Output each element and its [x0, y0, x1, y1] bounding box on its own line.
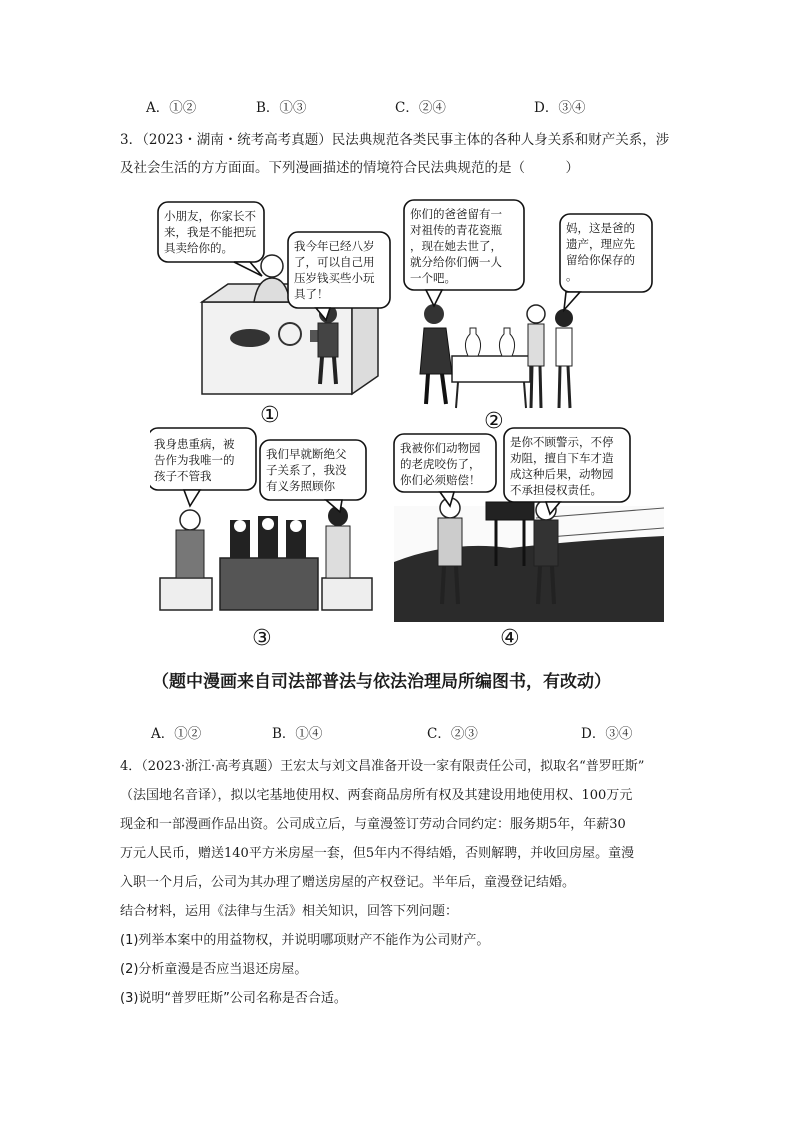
panel-2-bubble-a-line: 对祖传的青花瓷瓶 — [410, 223, 502, 237]
question-4-line: 入职一个月后，公司为其办理了赠送房屋的产权登记。半年后，童漫登记结婚。 — [120, 875, 576, 890]
panel-2-bubble-b-line: 留给你保存的 — [566, 253, 635, 267]
question-4-line: 万元人民币，赠送140平方米房屋一套，但5年内不得结婚，否则解聘，并收回房屋。童漫 — [120, 846, 635, 861]
question-3-line: 及社会生活的方方面面。下列漫画描述的情境符合民法典规范的是（ ） — [120, 160, 579, 176]
panel-4-bubble-a-line: 你们必须赔偿！ — [400, 473, 481, 487]
question-4-line: 4．（2023·浙江·高考真题）王宏太与刘文昌准备开设一家有限责任公司，拟取名“普罗旺斯” — [120, 759, 645, 774]
panel-3-number-label: ③ — [252, 626, 272, 651]
panel-4-bubble-b-line: 劝阻，擅自下车才造 — [510, 451, 614, 465]
panel-1-number: ① — [260, 403, 280, 428]
q3-option-d: D．③④ — [581, 726, 633, 742]
q2-option-d: D．③④ — [534, 100, 586, 116]
panel-1-bubble-a-line: 小朋友，你家长不 — [164, 209, 256, 223]
comic-panel-4 — [394, 428, 664, 622]
comic-panel-2 — [404, 200, 652, 434]
panel-2-bubble-a-line: 一个吧。 — [410, 271, 456, 285]
question-4-instruction: 结合材料，运用《法律与生活》相关知识，回答下列问题： — [120, 904, 459, 919]
panel-2-bubble-b-line: 。 — [566, 269, 578, 283]
panel-3-bubble-a-line: 我身患重病，被 — [154, 437, 235, 451]
question-4-line: （法国地名音译），拟以宅基地使用权、两套商品房所有权及其建设用地使用权、100万元 — [120, 788, 633, 803]
panel-4-bubble-b-line: 不承担侵权责任。 — [510, 483, 602, 497]
panel-3-bubble-b-line: 我们早就断绝父 — [266, 447, 347, 461]
panel-2-number: ② — [484, 409, 504, 434]
panel-1-bubble-a-line: 具卖给你的。 — [164, 241, 233, 255]
question-3-line: 3．（2023・湖南・统考高考真题）民法典规范各类民事主体的各种人身关系和财产关系，涉 — [120, 132, 670, 148]
panel-1-bubble-b-line: 压岁钱买些小玩 — [294, 271, 375, 285]
panel-2-bubble-a-line: 就分给你们俩一人 — [410, 255, 502, 269]
comic-panel-3 — [150, 428, 372, 610]
comic-panel-1 — [158, 202, 390, 428]
q2-option-a: A．①② — [146, 100, 197, 116]
panel-3-bubble-b-line: 有义务照顾你 — [266, 479, 335, 493]
panel-4-bubble-b-line: 是你不顾警示，不停 — [510, 435, 614, 449]
panel-2-bubble-b-line: 遗产，理应先 — [566, 237, 635, 251]
q3-option-c: C．②③ — [427, 726, 478, 742]
panel-3-bubble-a-line: 告作为我唯一的 — [154, 453, 235, 467]
question-4-sub: (3)说明“普罗旺斯”公司名称是否合适。 — [120, 991, 347, 1006]
panel-4-bubble-a-line: 的老虎咬伤了， — [400, 457, 481, 471]
question-4 — [120, 752, 680, 1013]
panel-4-bubble-b-line: 成这种后果，动物园 — [510, 467, 614, 481]
question-4-line: 现金和一部漫画作品出资。公司成立后，与童漫签订劳动合同约定：服务期5年，年薪30 — [120, 817, 626, 832]
question-4-sub: (2)分析童漫是否应当退还房屋。 — [120, 962, 308, 977]
q2-option-b: B．①③ — [256, 100, 307, 116]
q2-option-c: C．②④ — [395, 100, 446, 116]
question-4-sub: (1)列举本案中的用益物权，并说明哪项财产不能作为公司财产。 — [120, 933, 490, 948]
panel-1-bubble-b-line: 具了！ — [294, 287, 329, 301]
panel-1-bubble-a-line: 来，我是不能把玩 — [164, 225, 256, 239]
panel-3-bubble-a-line: 孩子不管我 — [154, 469, 212, 483]
panel-1-bubble-b-line: 了，可以自己用 — [294, 255, 375, 269]
question-3-stem — [120, 126, 680, 182]
panel-2-bubble-a-line: ，现在她去世了， — [410, 239, 502, 253]
comic-illustration — [150, 196, 665, 632]
panel-3-bubble-b-line: 子关系了，我没 — [266, 463, 347, 477]
q3-option-a: A．①② — [151, 726, 202, 742]
panel-4-number-label: ④ — [500, 626, 520, 651]
comic-caption: （题中漫画来自司法部普法与依法治理局所编图书，有改动） — [152, 672, 611, 692]
q3-option-b: B．①④ — [272, 726, 323, 742]
panel-1-bubble-b-line: 我今年已经八岁 — [294, 239, 375, 253]
panel-2-bubble-b-line: 妈，这是爸的 — [566, 221, 635, 235]
panel-2-bubble-a-line: 你们的爸爸留有一 — [410, 207, 502, 221]
panel-4-bubble-a-line: 我被你们动物园 — [400, 441, 481, 455]
